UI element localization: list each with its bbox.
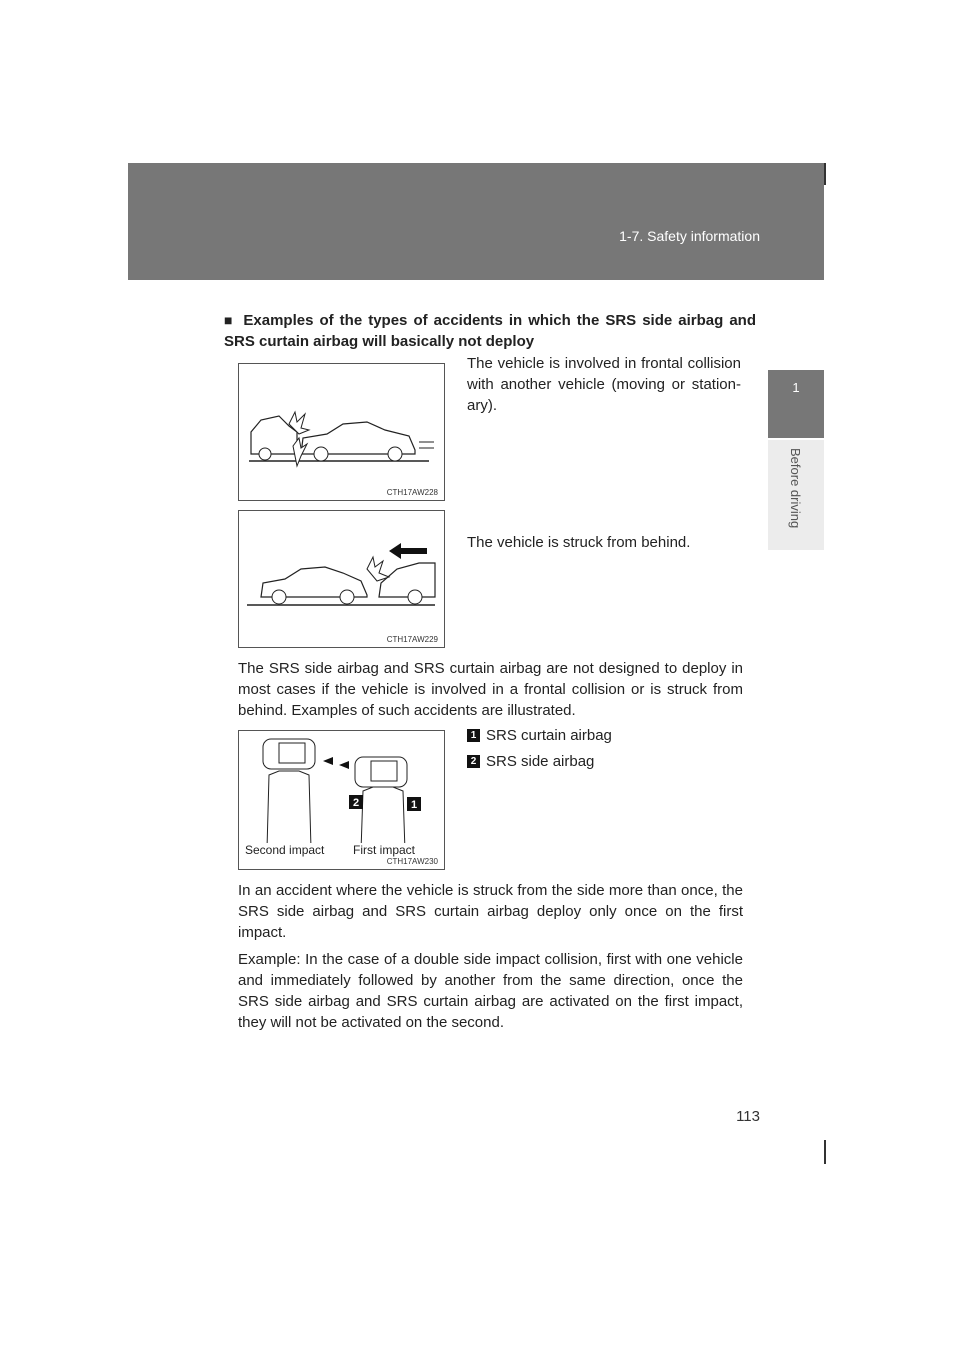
figure-code: CTH17AW230 <box>386 857 438 866</box>
svg-text:2: 2 <box>352 797 360 809</box>
legend-label: SRS curtain airbag <box>486 727 612 744</box>
bullet-icon: ■ <box>224 312 235 328</box>
crop-mark <box>824 163 826 185</box>
frontal-collision-illustration <box>239 364 444 500</box>
figure-code: CTH17AW228 <box>386 488 438 497</box>
legend-item <box>467 725 612 746</box>
figure-caption: The vehicle is struck from behind. <box>467 534 691 551</box>
figure-code: CTH17AW229 <box>386 635 438 644</box>
legend-label: SRS side airbag <box>486 753 595 770</box>
body-paragraph: Example: In the case of a double side impact collision, first with one vehicle and immediately followed by another from the same direction, once the SRS side airbag and SRS curtain airbag are activated on the first impact, they will not be activated on the second. <box>238 951 743 1031</box>
figure-double-side-impact <box>238 730 445 870</box>
header-band <box>128 163 824 280</box>
chapter-number: 1 <box>792 380 800 395</box>
second-impact-label: Second impact <box>245 843 325 857</box>
first-impact-label: First impact <box>353 843 416 857</box>
number-badge: 2 <box>467 755 480 768</box>
svg-text:1: 1 <box>410 799 418 811</box>
rear-collision-illustration <box>239 511 444 647</box>
figure-frontal-collision <box>238 363 445 501</box>
figure-rear-collision <box>238 510 445 648</box>
body-paragraph: The SRS side airbag and SRS curtain airbag are not designed to deploy in most cases if the vehicle is involved in a frontal collision or is struck from behind. Examples of such accidents are illustrated. <box>238 660 743 719</box>
section-heading <box>224 310 756 352</box>
legend-item <box>467 751 594 772</box>
page-number: 113 <box>736 1108 760 1125</box>
heading-text: Examples of the types of accidents in which the SRS side airbag and SRS curtain airbag will basically not deploy <box>224 312 756 350</box>
section-title: 1-7. Safety information <box>619 228 760 244</box>
figure-caption: The vehicle is involved in frontal collision with another vehicle (moving or station-ary). <box>467 355 741 414</box>
number-badge: 1 <box>467 729 480 742</box>
body-paragraph: In an accident where the vehicle is struck from the side more than once, the SRS side airbag and SRS curtain airbag deploy only once on the first impact. <box>238 882 743 941</box>
chapter-label-box <box>768 440 824 550</box>
crop-mark <box>824 1140 826 1164</box>
chapter-label: Before driving <box>788 448 803 529</box>
